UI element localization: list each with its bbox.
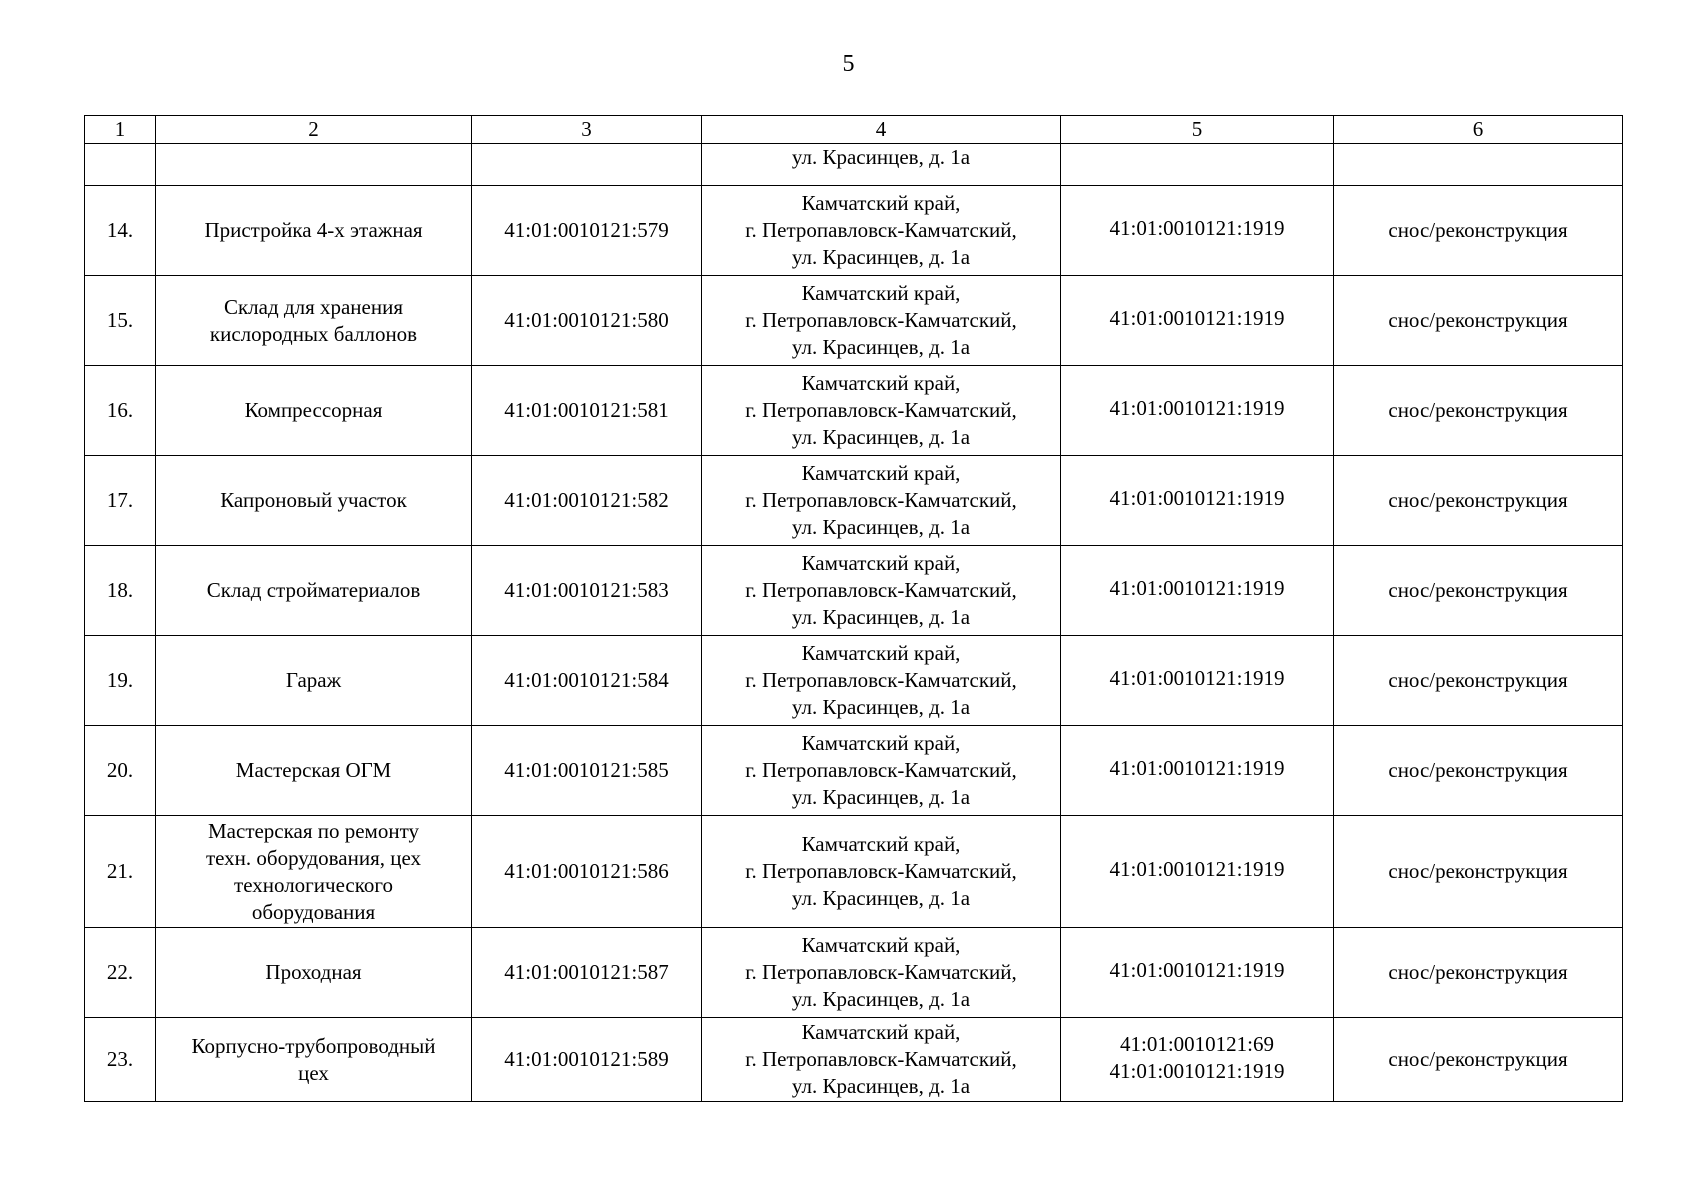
table-row: [85, 456, 1623, 546]
address-line: Камчатский край,: [801, 641, 961, 665]
column-number: 6: [1334, 116, 1623, 144]
address-line: ул. Красинцев, д. 1а: [791, 335, 971, 359]
address-cell: [702, 366, 1061, 456]
cadastral-number-cell: 41:01:0010121:584: [472, 636, 702, 726]
object-name-line: оборудования: [251, 899, 376, 924]
object-name-line: техн. оборудования, цех: [205, 845, 422, 870]
address-line: Камчатский край,: [801, 461, 961, 485]
action-cell: снос/реконструкция: [1334, 816, 1623, 928]
table-row: [85, 366, 1623, 456]
address-line: г. Петропавловск-Камчатский,: [745, 758, 1017, 782]
address-line: ул. Красинцев, д. 1а: [791, 425, 971, 449]
land-plot-cell: [1061, 456, 1334, 546]
row-number-cell: 20.: [85, 726, 156, 816]
land-plot-cell: [1061, 546, 1334, 636]
column-number: 4: [702, 116, 1061, 144]
object-name-cell: [156, 816, 472, 928]
object-name-cell: [156, 726, 472, 816]
table-row: [85, 186, 1623, 276]
action-cell: снос/реконструкция: [1334, 928, 1623, 1018]
table-row: [85, 546, 1623, 636]
object-name-line: цех: [298, 1060, 329, 1085]
cadastral-number-cell: 41:01:0010121:579: [472, 186, 702, 276]
land-plot-number: 41:01:0010121:1919: [1109, 486, 1285, 510]
object-name-line: технологического: [234, 872, 393, 897]
address-line: г. Петропавловск-Камчатский,: [745, 668, 1017, 692]
action-cell: [1334, 144, 1623, 186]
cadastral-number-cell: 41:01:0010121:580: [472, 276, 702, 366]
land-plot-cell: [1061, 366, 1334, 456]
object-name-cell: [156, 186, 472, 276]
action-cell: снос/реконструкция: [1334, 366, 1623, 456]
address-line: Камчатский край,: [801, 551, 961, 575]
objects-table: [84, 115, 1623, 1102]
action-cell: снос/реконструкция: [1334, 546, 1623, 636]
land-plot-number: 41:01:0010121:69: [1119, 1031, 1274, 1056]
object-name-line: Корпусно-трубопроводный: [191, 1033, 436, 1058]
row-number-cell: 17.: [85, 456, 156, 546]
object-name-cell: [156, 456, 472, 546]
land-plot-number: 41:01:0010121:1919: [1109, 1058, 1285, 1083]
object-name-line: кислородных баллонов: [209, 321, 418, 346]
address-line: ул. Красинцев, д. 1а: [791, 145, 971, 169]
object-name-cell: [156, 366, 472, 456]
land-plot-cell: [1061, 276, 1334, 366]
address-line: ул. Красинцев, д. 1а: [791, 886, 971, 910]
land-plot-cell: [1061, 636, 1334, 726]
row-number-cell: 19.: [85, 636, 156, 726]
row-number-cell: 18.: [85, 546, 156, 636]
column-number: 2: [156, 116, 472, 144]
object-name-line: Склад для хранения: [223, 294, 404, 319]
continuation-row: [85, 144, 1623, 186]
address-line: Камчатский край,: [801, 371, 961, 395]
address-cell: [702, 186, 1061, 276]
address-line: Камчатский край,: [801, 191, 961, 215]
object-name-cell: [156, 144, 472, 186]
address-line: ул. Красинцев, д. 1а: [791, 605, 971, 629]
column-number-row: [85, 116, 1623, 144]
address-line: Камчатский край,: [801, 1020, 961, 1044]
column-number: 3: [472, 116, 702, 144]
row-number-cell: 21.: [85, 816, 156, 928]
address-line: ул. Красинцев, д. 1а: [791, 245, 971, 269]
land-plot-cell: [1061, 726, 1334, 816]
table-row: [85, 928, 1623, 1018]
object-name-line: Капроновый участок: [220, 488, 407, 512]
address-line: Камчатский край,: [801, 281, 961, 305]
object-name-line: Склад стройматериалов: [206, 578, 421, 602]
land-plot-cell: [1061, 816, 1334, 928]
address-cell: [702, 546, 1061, 636]
address-cell: [702, 726, 1061, 816]
row-number-cell: 15.: [85, 276, 156, 366]
row-number-cell: 14.: [85, 186, 156, 276]
object-name-cell: [156, 276, 472, 366]
address-cell: [702, 636, 1061, 726]
land-plot-number: 41:01:0010121:1919: [1109, 857, 1285, 881]
address-cell: [702, 928, 1061, 1018]
land-plot-number: 41:01:0010121:1919: [1109, 396, 1285, 420]
address-line: г. Петропавловск-Камчатский,: [745, 488, 1017, 512]
land-plot-number: 41:01:0010121:1919: [1109, 216, 1285, 240]
address-cell: [702, 276, 1061, 366]
action-cell: снос/реконструкция: [1334, 726, 1623, 816]
row-number-cell: 16.: [85, 366, 156, 456]
land-plot-cell: [1061, 928, 1334, 1018]
address-line: г. Петропавловск-Камчатский,: [745, 308, 1017, 332]
column-number: 5: [1061, 116, 1334, 144]
cadastral-number-cell: 41:01:0010121:586: [472, 816, 702, 928]
address-line: г. Петропавловск-Камчатский,: [745, 578, 1017, 602]
row-number-cell: [85, 144, 156, 186]
action-cell: снос/реконструкция: [1334, 276, 1623, 366]
land-plot-cell: [1061, 1018, 1334, 1102]
cadastral-number-cell: 41:01:0010121:581: [472, 366, 702, 456]
land-plot-number: 41:01:0010121:1919: [1109, 666, 1285, 690]
object-name-line: Компрессорная: [244, 398, 383, 422]
land-plot-cell: [1061, 186, 1334, 276]
page-number: 5: [842, 51, 855, 77]
land-plot-number: 41:01:0010121:1919: [1109, 306, 1285, 330]
address-line: ул. Красинцев, д. 1а: [791, 515, 971, 539]
address-line: г. Петропавловск-Камчатский,: [745, 960, 1017, 984]
address-cell: [702, 456, 1061, 546]
table-row: [85, 816, 1623, 928]
table-row: [85, 726, 1623, 816]
action-cell: снос/реконструкция: [1334, 1018, 1623, 1102]
cadastral-number-cell: 41:01:0010121:587: [472, 928, 702, 1018]
object-name-cell: [156, 546, 472, 636]
table-row: [85, 1018, 1623, 1102]
cadastral-number-cell: 41:01:0010121:585: [472, 726, 702, 816]
address-line: ул. Красинцев, д. 1а: [791, 987, 971, 1011]
land-plot-number: 41:01:0010121:1919: [1109, 576, 1285, 600]
address-line: г. Петропавловск-Камчатский,: [745, 218, 1017, 242]
address-cell: [702, 1018, 1061, 1102]
land-plot-number: 41:01:0010121:1919: [1109, 756, 1285, 780]
object-name-line: Гараж: [285, 668, 342, 692]
cadastral-number-cell: [472, 144, 702, 186]
object-name-line: Мастерская по ремонту: [208, 818, 419, 843]
object-name-cell: [156, 928, 472, 1018]
row-number-cell: 23.: [85, 1018, 156, 1102]
address-line: г. Петропавловск-Камчатский,: [745, 859, 1017, 883]
table-row: [85, 636, 1623, 726]
address-line: г. Петропавловск-Камчатский,: [745, 398, 1017, 422]
address-line: г. Петропавловск-Камчатский,: [745, 1047, 1017, 1071]
row-number-cell: 22.: [85, 928, 156, 1018]
address-line: Камчатский край,: [801, 933, 961, 957]
address-line: ул. Красинцев, д. 1а: [791, 785, 971, 809]
action-cell: снос/реконструкция: [1334, 636, 1623, 726]
address-cell: [702, 816, 1061, 928]
column-number: 1: [85, 116, 156, 144]
land-plot-number: 41:01:0010121:1919: [1109, 958, 1285, 982]
action-cell: снос/реконструкция: [1334, 186, 1623, 276]
action-cell: снос/реконструкция: [1334, 456, 1623, 546]
object-name-cell: [156, 1018, 472, 1102]
address-line: ул. Красинцев, д. 1а: [791, 1074, 971, 1098]
address-line: Камчатский край,: [801, 832, 961, 856]
address-line: ул. Красинцев, д. 1а: [791, 695, 971, 719]
object-name-cell: [156, 636, 472, 726]
cadastral-number-cell: 41:01:0010121:589: [472, 1018, 702, 1102]
land-plot-cell: [1061, 144, 1334, 186]
address-cell: [702, 144, 1061, 186]
object-name-line: Мастерская ОГМ: [235, 758, 392, 782]
object-name-line: Проходная: [265, 960, 362, 984]
address-line: Камчатский край,: [801, 731, 961, 755]
object-name-line: Пристройка 4-х этажная: [204, 218, 423, 242]
cadastral-number-cell: 41:01:0010121:583: [472, 546, 702, 636]
table-row: [85, 276, 1623, 366]
cadastral-number-cell: 41:01:0010121:582: [472, 456, 702, 546]
